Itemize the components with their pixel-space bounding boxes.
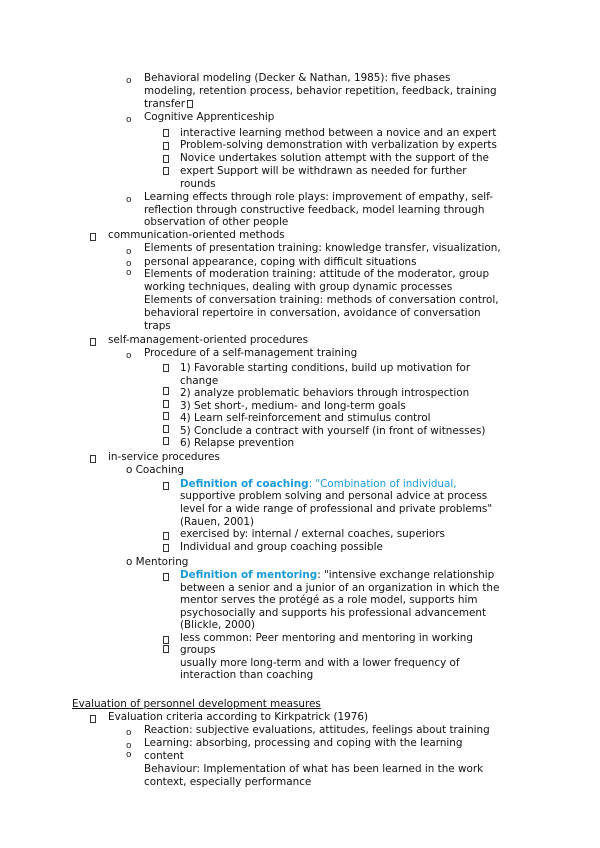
text-line: expert Support will be withdrawn as needed for further (180, 165, 467, 177)
square-bullet-icon (163, 412, 169, 420)
subsection-heading: o Coaching (126, 464, 185, 476)
text-line: Behavioral modeling (Decker & Nathan, 1985): five phases (144, 72, 451, 84)
sub-bullet: o (126, 351, 132, 361)
sub-bullet: o (126, 76, 132, 86)
text-line: Learning effects through role plays: improvement of empathy, self- (144, 191, 493, 203)
text-line: behavioral repertoire in conversation, avoidance of conversation (144, 307, 481, 319)
square-bullet-icon (163, 142, 169, 150)
text-line: modeling, retention process, behavior repetition, feedback, training (144, 85, 497, 97)
definition-term: Definition of mentoring (180, 569, 318, 581)
square-bullet-icon (163, 437, 169, 445)
sub-bullet: o (126, 750, 132, 760)
text-line: 2) analyze problematic behaviors through introspection (180, 387, 470, 399)
text-line: Elements of presentation training: knowledge transfer, visualization, (144, 242, 501, 254)
text-line: 6) Relapse prevention (180, 437, 295, 449)
text-line: Learning: absorbing, processing and coping with the learning (144, 737, 463, 749)
text-line: interactive learning method between a novice and an expert (180, 127, 497, 139)
text-line: 1) Favorable starting conditions, build up motivation for (180, 362, 471, 374)
square-bullet-icon (163, 400, 169, 408)
text-line: interaction than coaching (180, 669, 314, 681)
text-line: transfer (144, 98, 186, 110)
missing-glyph-icon (187, 100, 193, 108)
text-line: usually more long-term and with a lower frequency of (180, 657, 460, 669)
text-line: mentor serves the protégé as a role model, supports him (180, 594, 478, 606)
text-line: Procedure of a self-management training (144, 347, 358, 359)
text-line: Novice undertakes solution attempt with the support of the (180, 152, 489, 164)
square-bullet-icon (163, 155, 169, 163)
sub-bullet: o (126, 247, 132, 257)
section-heading: Evaluation criteria according to Kirkpatrick (1976) (108, 711, 369, 723)
square-bullet-icon (163, 482, 169, 490)
text-line: psychosocially and supports his professional advancement (180, 607, 487, 619)
text-line: groups (180, 644, 216, 656)
text-line: 5) Conclude a contract with yourself (in front of witnesses) (180, 425, 486, 437)
text-line: Elements of conversation training: methods of conversation control, (144, 294, 499, 306)
text-line: level for a wide range of professional and private problems" (180, 503, 493, 515)
text-line: content (144, 750, 184, 762)
text-line: exercised by: internal / external coaches, superiors (180, 528, 445, 540)
sub-bullet: o (126, 115, 132, 125)
square-bullet-icon (163, 387, 169, 395)
sub-bullet: o (126, 741, 132, 751)
square-bullet-icon (163, 129, 169, 137)
square-bullet-icon (90, 233, 96, 241)
section-heading: self-management-oriented procedures (108, 334, 309, 346)
definition-line (180, 569, 494, 582)
colon: : "Combination of individual, (308, 478, 457, 490)
text-line: rounds (180, 178, 216, 190)
text-line: less common: Peer mentoring and mentoring in working (180, 632, 473, 644)
square-bullet-icon (163, 425, 169, 433)
text-line: Problem-solving demonstration with verbalization by experts (180, 139, 497, 151)
text-line: Reaction: subjective evaluations, attitudes, feelings about training (144, 724, 490, 736)
square-bullet-icon (90, 338, 96, 346)
sub-bullet: o (126, 268, 132, 278)
text-line: Individual and group coaching possible (180, 541, 383, 553)
square-bullet-icon (163, 544, 169, 552)
section-title: Evaluation of personnel development measures (72, 698, 321, 710)
text-line: supportive problem solving and personal advice at process (180, 490, 488, 502)
square-bullet-icon (163, 364, 169, 372)
sub-bullet: o (126, 728, 132, 738)
text-line: observation of other people (144, 216, 289, 228)
text-line: change (180, 375, 219, 387)
text-line: personal appearance, coping with difficult situations (144, 256, 417, 268)
definition-text: : "intensive exchange relationship (317, 569, 495, 581)
section-heading: communication-oriented methods (108, 229, 285, 241)
subsection-heading: o Mentoring (126, 556, 189, 568)
text-line: traps (144, 320, 171, 332)
square-bullet-icon (90, 455, 96, 463)
square-bullet-icon (163, 645, 169, 653)
square-bullet-icon (163, 167, 169, 175)
definition-term: Definition of coaching (180, 478, 309, 490)
text-line: 4) Learn self-reinforcement and stimulus control (180, 412, 431, 424)
square-bullet-icon (163, 532, 169, 540)
text-line: Cognitive Apprenticeship (144, 111, 275, 123)
square-bullet-icon (163, 636, 169, 644)
sub-bullet: o (126, 195, 132, 205)
text-line: Elements of moderation training: attitude of the moderator, group (144, 268, 490, 280)
section-heading: in-service procedures (108, 451, 220, 463)
text-line: between a senior and a junior of an organization in which the (180, 582, 500, 594)
square-bullet-icon (90, 715, 96, 723)
sub-bullet: o (126, 259, 132, 269)
definition-line (180, 478, 457, 491)
text-line: reflection through constructive feedback, model learning through (144, 204, 485, 216)
text-line: 3) Set short-, medium- and long-term goals (180, 400, 406, 412)
text-line: Behaviour: Implementation of what has been learned in the work (144, 763, 484, 775)
text-line: context, especially performance (144, 776, 312, 788)
text-line: working techniques, dealing with group dynamic processes (144, 281, 453, 293)
text-line: (Rauen, 2001) (180, 516, 255, 528)
square-bullet-icon (163, 573, 169, 581)
text-line: (Blickle, 2000) (180, 619, 256, 631)
